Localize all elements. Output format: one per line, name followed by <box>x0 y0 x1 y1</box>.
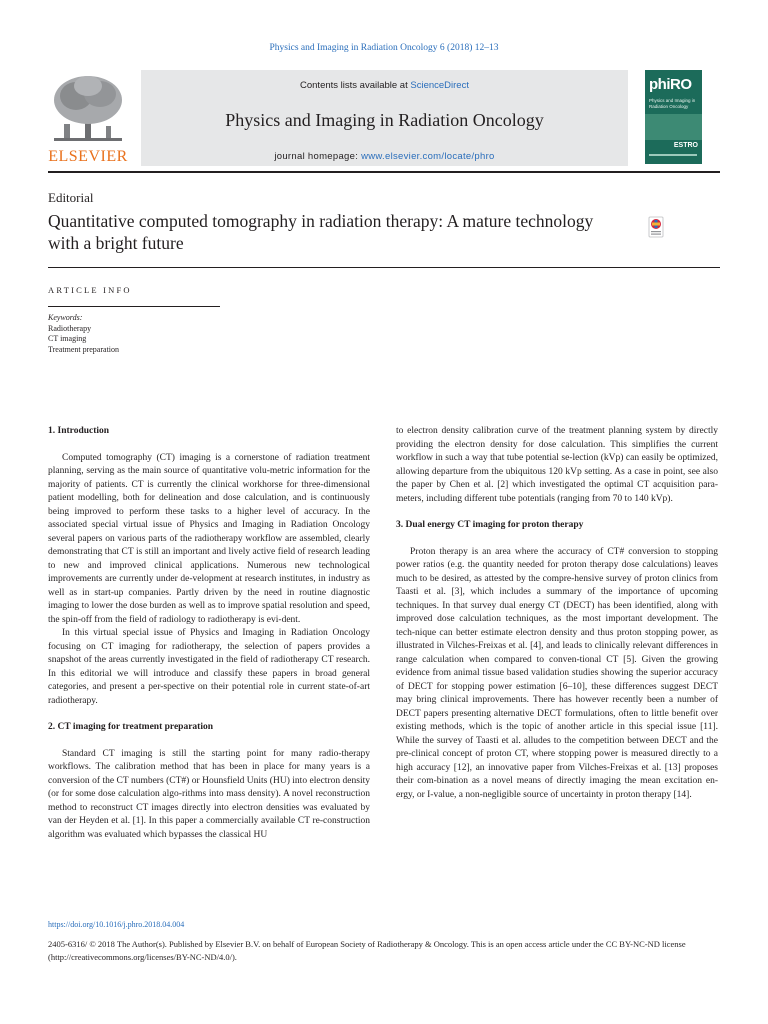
section-heading-dual-energy-ct: 3. Dual energy CT imaging for proton therapy <box>396 520 584 530</box>
treatment-prep-paragraph-1: Standard CT imaging is still the starting point for many radio-therapy workflows. The calibration method that has been in place for many years is a conversion of the CT numbers (CT#) or Hounsfield Units (HU) into electron density (or for some dose calculation algo-rithms into mass density). A novel reconstruction method to reconstruct CT images directly into electron densities was evaluated by van der Heyden et al. [1]. In this paper a commercially available CT re-construction algorithm was evaluated which bypasses the classical HU <box>48 748 370 840</box>
section-heading-introduction: 1. Introduction <box>48 426 110 436</box>
section-type: Editorial <box>48 190 94 205</box>
homepage-line <box>141 151 628 162</box>
keyword-item: Radiotherapy <box>48 323 92 333</box>
keywords-label: Keywords: <box>48 313 83 322</box>
article-title: Quantitative computed tomography in radiation therapy: A mature technology with a bright future <box>48 211 594 253</box>
body-column-left <box>48 425 370 842</box>
cover-subtitle: Physics and Imaging in Radiation Oncology <box>649 98 696 109</box>
license-statement: 2405-6316/ © 2018 The Author(s). Published by Elsevier B.V. on behalf of European Society of Radiotherapy & Oncology. This is an open access article under the CC BY-NC-ND license (http://creativecommons.org/licenses/BY-NC-ND/4.0/). <box>48 939 686 962</box>
doi-link[interactable]: https://doi.org/10.1016/j.phro.2018.04.004 <box>48 920 185 929</box>
journal-title: Physics and Imaging in Radiation Oncology <box>225 110 544 130</box>
keyword-item: CT imaging <box>48 334 87 343</box>
homepage-prefix: journal homepage: <box>274 151 362 162</box>
treatment-prep-paragraph-continued: to electron density calibration curve of the treatment planning system by directly providing the electron density for dose calculation. This simplifies the current workflow in such a way that tube potential se-lection (kVp) can easily be optimized, allowing departure from the ubiquitous 120 kVp setting. As a case in point, see also the paper by Chen et al. [2] which investigated the optimal CT acquisition para-meters, including different tube potentials (ranging from 70 to 140 kVp). <box>396 426 718 504</box>
title-divider <box>48 267 720 268</box>
journal-citation[interactable]: Physics and Imaging in Radiation Oncology 6 (2018) 12–13 <box>269 43 499 53</box>
masthead-divider <box>48 171 720 173</box>
intro-paragraph-1: Computed tomography (CT) imaging is a cornerstone of radiation treatment planning, serving as the main source of quantitative volu-metric information for the majority of patients. CT is currently the clinical workhorse for three-dimensional patient modelling, both for delineation and dose calculation, and is continuously being improved to perform these tasks to a higher level of accuracy. In the associated special virtual issue of Physics and Imaging in Radiation Oncology several papers on various parts of the radiotherapy workflow are assembled, clearly demonstrating that CT is still an important and lively active field of research leading to new and improved clinical applications. Numerous new technological improvements are currently under de-velopment at research institutes, in industry as well as in start-up companies. Partly driven by the need in routine diagnostic imaging to lower the dose burden as well as to improve spatial resolution and speed, the spin-off from the field of radiology to radiotherapy is evi-dent. <box>48 452 370 625</box>
cover-image-band <box>645 114 702 140</box>
article-info-divider <box>48 306 220 307</box>
section-heading-treatment-preparation: 2. CT imaging for treatment preparation <box>48 722 214 732</box>
masthead <box>48 68 720 168</box>
contents-prefix: Contents lists available at <box>300 80 411 91</box>
intro-paragraph-2: In this virtual special issue of Physics and Imaging in Radiation Oncology focusing on CT imaging for radiotherapy, the selection of papers provides a snapshot of the areas currently investigated in the field of radiotherapy CT research. In this editorial we will introduce and classify these papers in broad general categories, and present a per-spective on their potential role in current state-of-art radiotherapy. <box>48 628 370 706</box>
elsevier-tree-icon <box>48 72 128 148</box>
crossmark-icon[interactable] <box>648 216 664 238</box>
journal-banner <box>141 70 628 166</box>
journal-cover[interactable] <box>645 70 702 164</box>
body-column-right <box>396 425 718 802</box>
keyword-item: Treatment preparation <box>48 344 120 354</box>
elsevier-logo[interactable] <box>48 72 128 166</box>
cover-society: ESTRO <box>673 142 698 149</box>
article-info-heading: ARTICLE INFO <box>48 285 132 295</box>
sciencedirect-link[interactable]: ScienceDirect <box>410 80 469 91</box>
cover-footer-line <box>649 154 697 156</box>
keywords-block <box>48 313 119 355</box>
cover-title: phiRO <box>649 76 692 93</box>
dual-energy-paragraph-1: Proton therapy is an area where the accuracy of CT# conversion to stopping power ratios (e.g. the quantity needed for proton therapy dose calculations) leaves much to be desired, as attested by the compre-hensive survey of proton clinics from Taasti et al. [3], which includes a summary of the importance of upcoming techniques. In that survey dual energy CT (DECT) has been identified, along with improved dose calculation techniques, as the most important development. The tech-nique can better estimate electron density and thus proton stopping power, as illustrated in Vilches-Freixas et al. [4], and leads to clinically relevant differences in range calculation when compared to conven-tional CT [5]. Given the growing evidence from animal tissue based validation studies showing the superior accuracy of DECT for stopping power estimation [6–10], these differences suggest DECT may bring clinical improvements. There has however recently been a number of DECT papers presenting alternative DECT formulations, often to little benefit over existing methods, which is the topic of another article in this special issue [11]. While the survey of Taasti et al. alludes to the competition between DECT and the pre-clinical concept of proton CT, where stopping power is measured directly to a high accuracy [12], an innovative paper from Vilches-Freixas et al. [13] proposes their com-bination as a novel means of directly imaging the mean excitation en-ergy, or I-value, a non-negligible source of uncertainty in proton therapy [14]. <box>396 546 718 800</box>
elsevier-wordmark: ELSEVIER <box>48 148 128 165</box>
contents-line <box>141 80 628 91</box>
homepage-link[interactable]: www.elsevier.com/locate/phro <box>361 151 495 162</box>
